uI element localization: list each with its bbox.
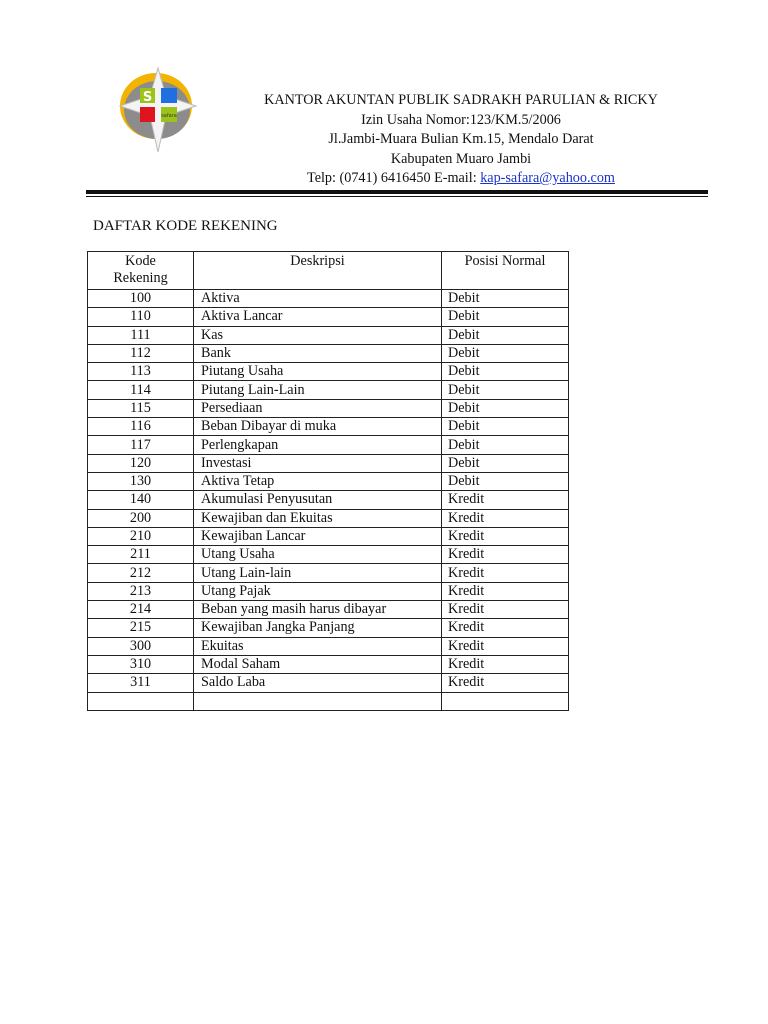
table-row [88, 619, 569, 637]
table-row [88, 290, 569, 308]
contact-line [230, 169, 692, 189]
table-row [88, 454, 569, 472]
cell-description: Utang Usaha [194, 546, 442, 564]
table-header-row [88, 252, 569, 290]
cell-description: Piutang Usaha [194, 363, 442, 381]
table-row [88, 308, 569, 326]
cell-code: 100 [88, 290, 194, 308]
cell-code: 200 [88, 509, 194, 527]
regency: Kabupaten Muaro Jambi [390, 150, 532, 167]
table-row [88, 546, 569, 564]
cell-position: Debit [442, 418, 569, 436]
table-row [88, 692, 569, 710]
cell-description: Saldo Laba [194, 674, 442, 692]
cell-description: Aktiva Tetap [194, 472, 442, 490]
cell-code: 112 [88, 344, 194, 362]
cell-description: Kewajiban Jangka Panjang [194, 619, 442, 637]
table-row [88, 637, 569, 655]
company-name: KANTOR AKUNTAN PUBLIK SADRAKH PARULIAN & RICKY [264, 92, 658, 108]
table-row [88, 527, 569, 545]
cell-position: Debit [442, 290, 569, 308]
cell-position: Kredit [442, 527, 569, 545]
cell-position: Debit [442, 454, 569, 472]
cell-description: Bank [194, 344, 442, 362]
cell-code: 300 [88, 637, 194, 655]
cell-position: Kredit [442, 655, 569, 673]
account-code-table [87, 251, 569, 711]
cell-code [88, 692, 194, 710]
table-row [88, 674, 569, 692]
cell-position: Debit [442, 381, 569, 399]
table-row [88, 472, 569, 490]
cell-code: 214 [88, 601, 194, 619]
company-logo-icon [116, 66, 200, 154]
table-row [88, 436, 569, 454]
table-row [88, 601, 569, 619]
address: Jl.Jambi-Muara Bulian Km.15, Mendalo Darat [328, 131, 594, 147]
cell-code: 211 [88, 546, 194, 564]
cell-position: Debit [442, 472, 569, 490]
table-row [88, 381, 569, 399]
cell-description: Utang Lain-lain [194, 564, 442, 582]
cell-position: Kredit [442, 619, 569, 637]
cell-description: Piutang Lain-Lain [194, 381, 442, 399]
cell-code: 140 [88, 491, 194, 509]
header-code-line1: Kode [125, 253, 156, 269]
cell-description: Akumulasi Penyusutan [194, 491, 442, 509]
cell-position: Debit [442, 436, 569, 454]
table-row [88, 363, 569, 381]
cell-position: Kredit [442, 509, 569, 527]
license-number: Izin Usaha Nomor:123/KM.5/2006 [361, 111, 561, 128]
cell-code: 120 [88, 454, 194, 472]
table-row [88, 326, 569, 344]
cell-code: 210 [88, 527, 194, 545]
cell-code: 110 [88, 308, 194, 326]
table-row [88, 582, 569, 600]
table-row [88, 509, 569, 527]
cell-code: 111 [88, 326, 194, 344]
cell-description: Kas [194, 326, 442, 344]
cell-code: 117 [88, 436, 194, 454]
cell-code: 115 [88, 399, 194, 417]
cell-code: 310 [88, 655, 194, 673]
cell-position: Kredit [442, 601, 569, 619]
table-row [88, 418, 569, 436]
table-row [88, 344, 569, 362]
header-description: Deskripsi [194, 252, 442, 290]
cell-description: Modal Saham [194, 655, 442, 673]
cell-position: Kredit [442, 491, 569, 509]
cell-position: Debit [442, 399, 569, 417]
cell-position: Kredit [442, 674, 569, 692]
phone-text: Telp: (0741) 6416450 E-mail: [307, 170, 481, 186]
header-divider-thick [86, 190, 708, 194]
cell-description: Beban Dibayar di muka [194, 418, 442, 436]
table-row [88, 655, 569, 673]
cell-description: Investasi [194, 454, 442, 472]
cell-description [194, 692, 442, 710]
cell-description: Perlengkapan [194, 436, 442, 454]
cell-description: Kewajiban dan Ekuitas [194, 509, 442, 527]
cell-position: Kredit [442, 546, 569, 564]
cell-description: Persediaan [194, 399, 442, 417]
cell-position: Kredit [442, 582, 569, 600]
cell-description: Aktiva Lancar [194, 308, 442, 326]
cell-position: Kredit [442, 637, 569, 655]
cell-position: Debit [442, 326, 569, 344]
svg-text:safara: safara [161, 113, 177, 119]
table-row [88, 491, 569, 509]
document-title: DAFTAR KODE REKENING [93, 218, 278, 234]
cell-description: Beban yang masih harus dibayar [194, 601, 442, 619]
cell-code: 114 [88, 381, 194, 399]
header-normal-position: Posisi Normal [442, 252, 569, 290]
cell-description: Aktiva [194, 290, 442, 308]
header-code-line2: Rekening [113, 270, 168, 286]
cell-code: 311 [88, 674, 194, 692]
cell-position: Debit [442, 344, 569, 362]
cell-code: 116 [88, 418, 194, 436]
email-link[interactable]: kap-safara@yahoo.com [480, 170, 615, 186]
table-row [88, 564, 569, 582]
cell-position [442, 692, 569, 710]
cell-code: 215 [88, 619, 194, 637]
svg-text:S: S [142, 90, 153, 105]
cell-description: Ekuitas [194, 637, 442, 655]
table-row [88, 399, 569, 417]
cell-description: Kewajiban Lancar [194, 527, 442, 545]
cell-code: 113 [88, 363, 194, 381]
cell-code: 212 [88, 564, 194, 582]
cell-position: Kredit [442, 564, 569, 582]
header-code [88, 252, 194, 290]
cell-code: 130 [88, 472, 194, 490]
cell-description: Utang Pajak [194, 582, 442, 600]
cell-code: 213 [88, 582, 194, 600]
header-divider-thin [86, 196, 708, 197]
cell-position: Debit [442, 363, 569, 381]
cell-position: Debit [442, 308, 569, 326]
letterhead [230, 91, 692, 189]
